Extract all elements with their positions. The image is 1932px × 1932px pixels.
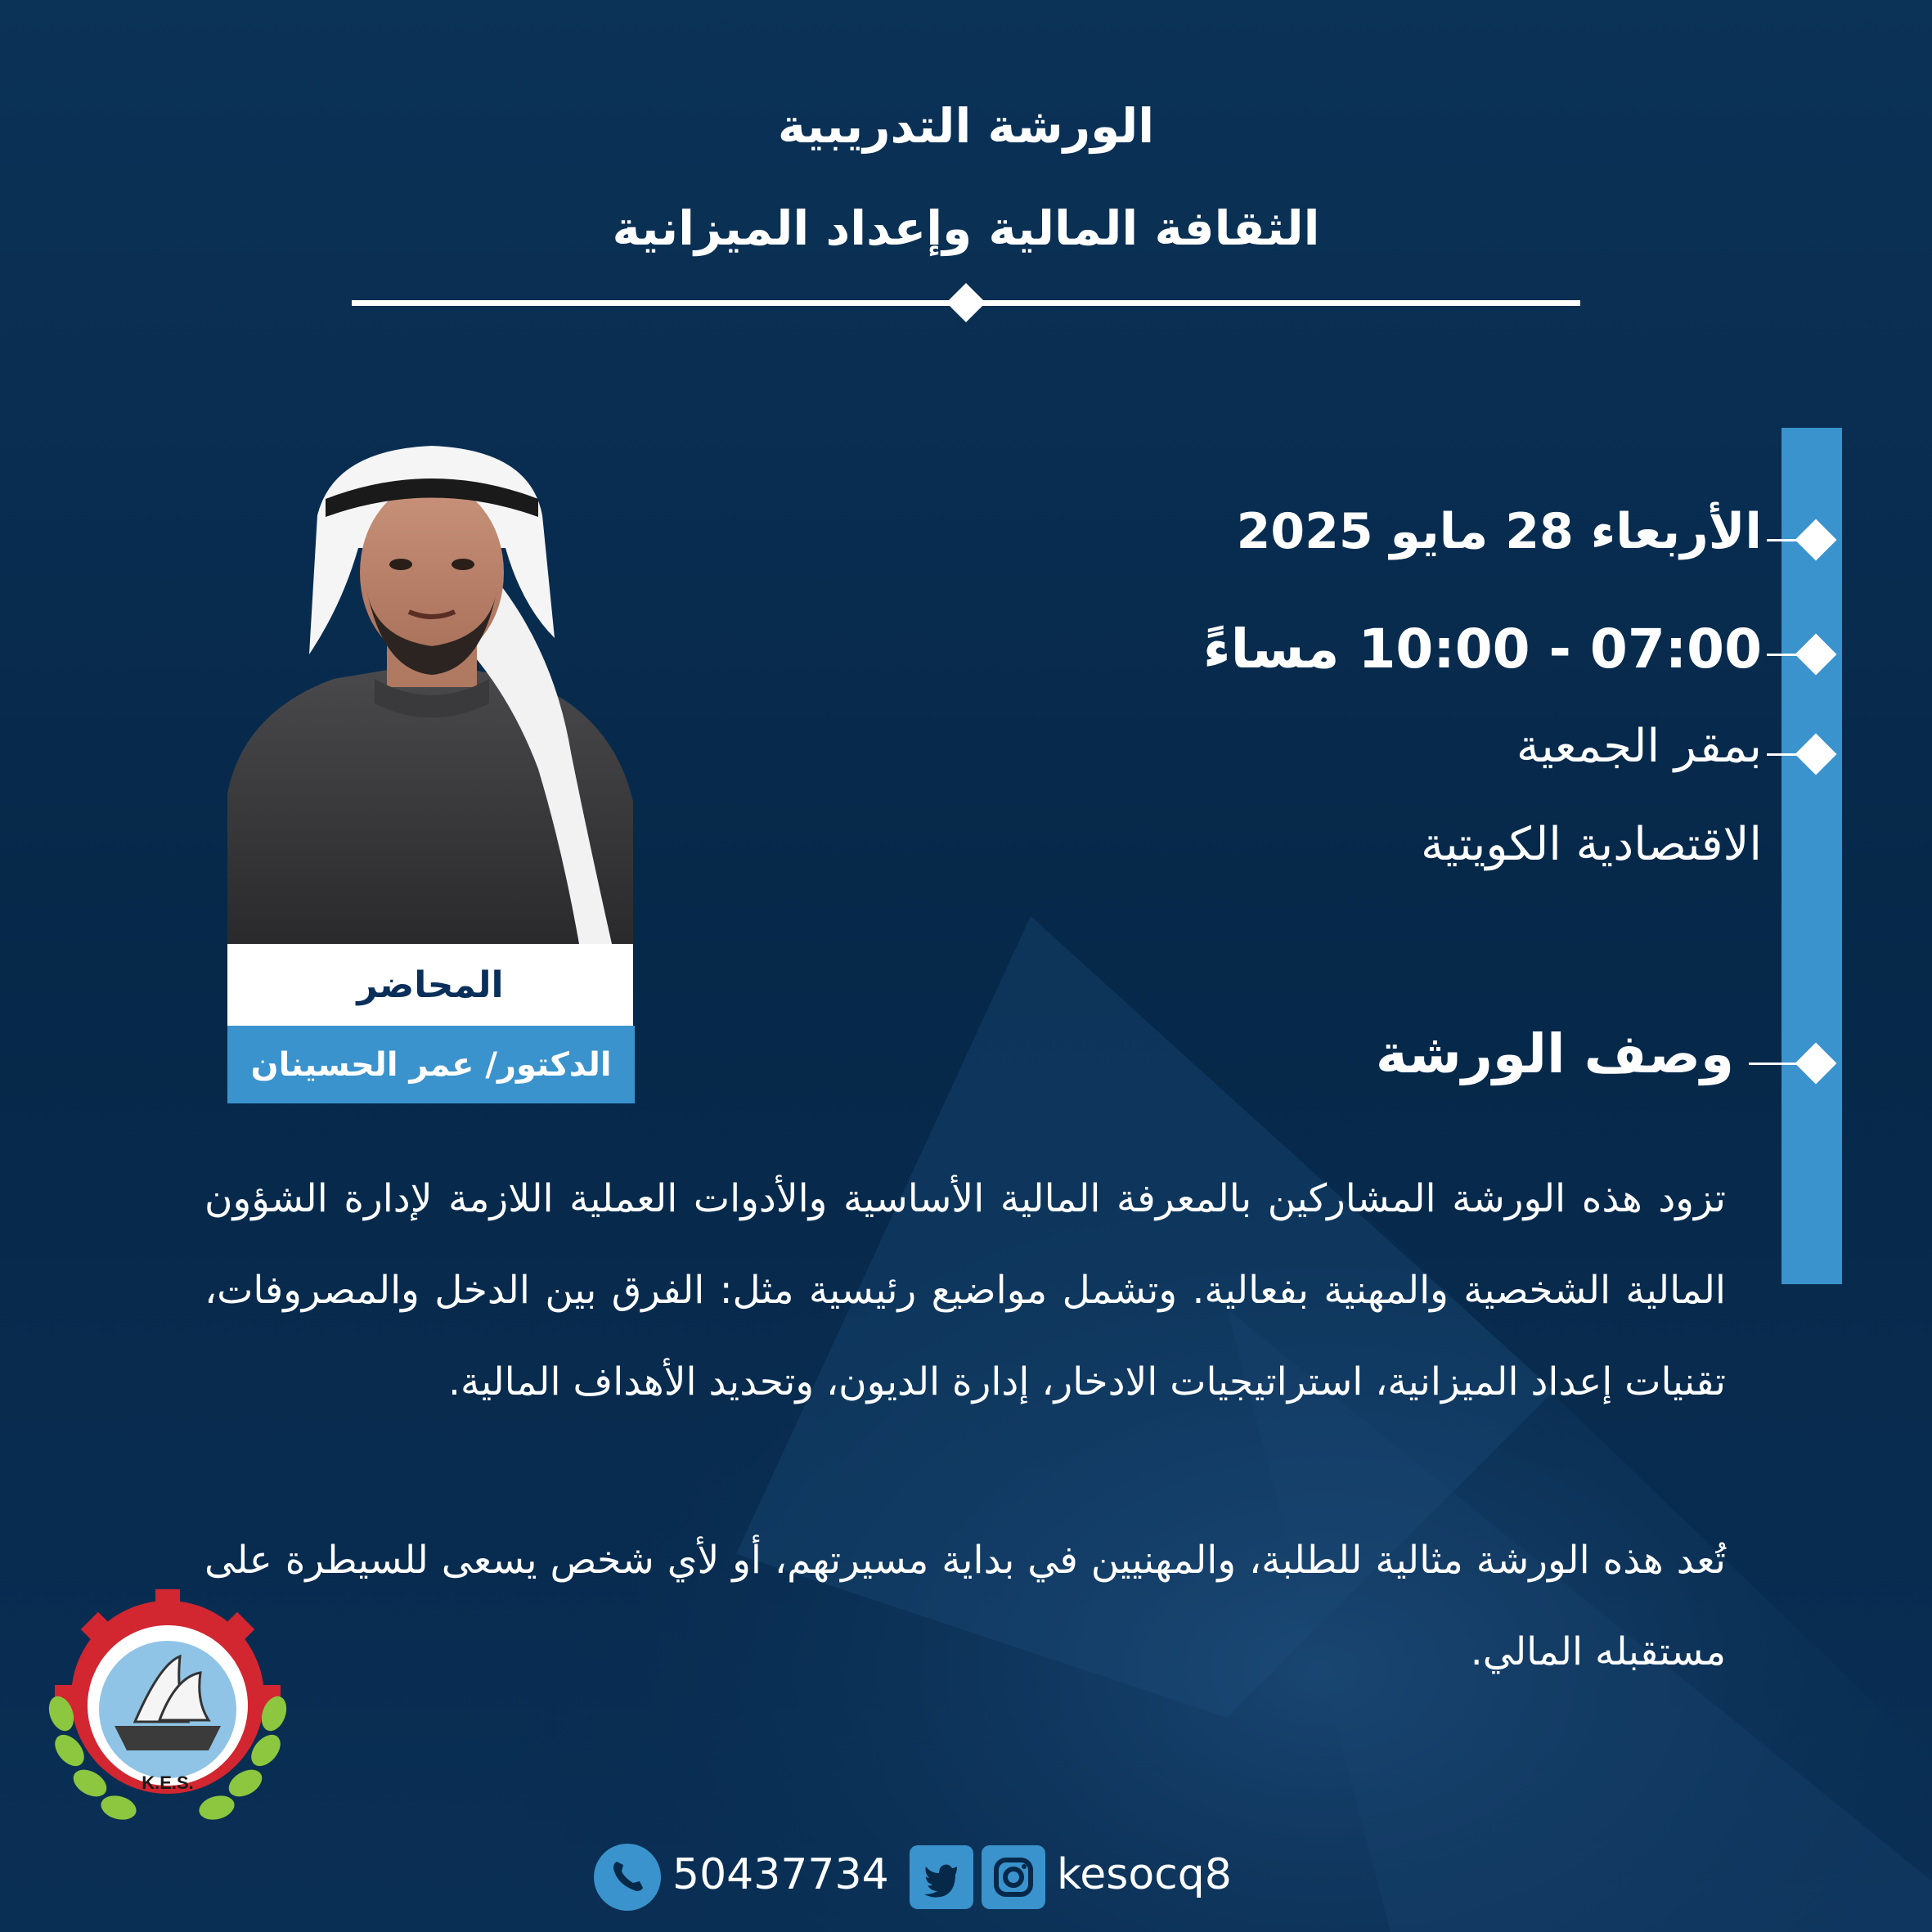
speaker-photo (227, 442, 633, 944)
speaker-role-label: المحاضر (227, 944, 633, 1026)
description-paragraph-2: تُعد هذه الورشة مثالية للطلبة، والمهنيين في بداية مسيرتهم، أو لأي شخص يسعى للسيطرة على مستقبله المالي. (204, 1538, 1726, 1674)
logo-text: K.E.S. (142, 1772, 194, 1793)
event-time: 07:00 - 10:00 مساءً (1202, 618, 1762, 681)
description-paragraph-1: تزود هذه الورشة المشاركين بالمعرفة المالية الأساسية والأدوات العملية اللازمة لإدارة الشؤون المالية الشخصية والمهنية بفعالية. وتشمل مواضيع رئيسية مثل: الفرق بين الدخل والمصروفات، تقنيات إعداد الميزانية، استراتيجيات الادخار، إدارة الديون، وتحديد الأهداف المالية. (204, 1176, 1726, 1404)
twitter-icon[interactable] (910, 1845, 973, 1909)
event-location-line2: الاقتصادية الكويتية (1420, 818, 1762, 871)
event-date: الأربعاء 28 مايو 2025 (1236, 503, 1762, 560)
event-location-line1: بمقر الجمعية (1516, 720, 1762, 773)
phone-number[interactable]: 50437734 (672, 1850, 889, 1899)
social-handle[interactable]: kesocq8 (1057, 1850, 1232, 1899)
workshop-title: الثقافة المالية وإعداد الميزانية (612, 200, 1320, 256)
speaker-name: الدكتور/ عمر الحسينان (227, 1026, 635, 1103)
kes-logo (37, 1575, 299, 1844)
description-heading: وصف الورشة (1375, 1022, 1734, 1085)
phone-icon[interactable] (594, 1844, 661, 1911)
instagram-icon[interactable] (982, 1845, 1045, 1909)
workshop-label: الورشة التدريبية (777, 98, 1155, 154)
